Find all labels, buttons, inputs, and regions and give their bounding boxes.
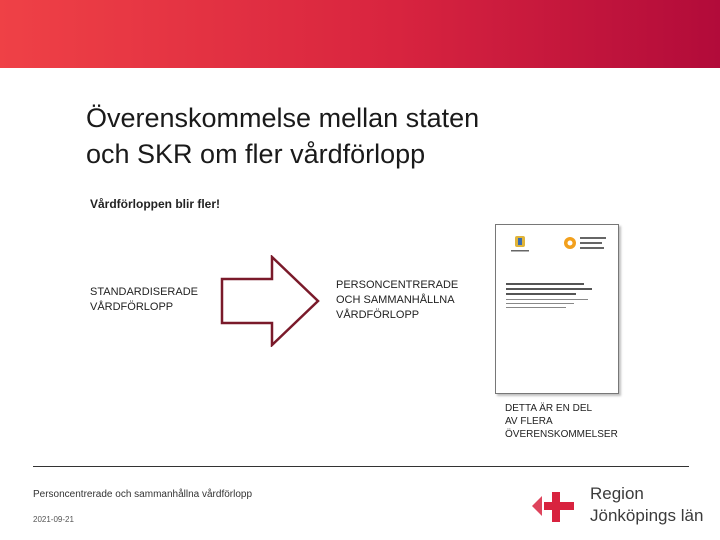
- from-label: [90, 285, 230, 315]
- brand-name-line-2: Jönköpings län: [590, 506, 704, 525]
- doc-text-line: [506, 288, 592, 290]
- doc-text-line: [506, 293, 576, 295]
- doc-text-line: [506, 299, 588, 300]
- slide-subtitle: Vårdförloppen blir fler!: [90, 197, 221, 211]
- government-crest-icon: [509, 234, 531, 259]
- title-line-2: och SKR om fler vårdförlopp: [86, 139, 426, 169]
- doc-caption-line-3: ÖVERENSKOMMELSER: [505, 429, 618, 440]
- doc-text-line: [506, 307, 566, 308]
- slide-title: [86, 100, 626, 172]
- doc-text-line: [506, 283, 584, 285]
- to-label-line-3: VÅRDFÖRLOPP: [336, 309, 420, 321]
- right-arrow-outline-icon: [220, 255, 322, 347]
- footer-divider: [33, 466, 689, 467]
- doc-caption-line-1: DETTA ÄR EN DEL: [505, 403, 593, 414]
- doc-caption-line-2: AV FLERA: [505, 416, 553, 427]
- skr-logo-icon: [562, 234, 612, 261]
- to-label-line-2: OCH SAMMANHÅLLNA: [336, 294, 455, 306]
- agreement-document-thumbnail: [495, 224, 619, 394]
- brand-logo: [530, 476, 720, 528]
- document-caption: [505, 402, 645, 441]
- header-band: [0, 0, 720, 68]
- title-line-1: Överenskommelse mellan staten: [86, 103, 480, 133]
- to-label-line-1: PERSONCENTRERADE: [336, 279, 459, 291]
- region-cross-logo-icon: [530, 482, 584, 524]
- brand-name-line-1: Region: [590, 484, 644, 503]
- footer-date: 2021-09-21: [33, 515, 74, 524]
- doc-text-line: [506, 303, 574, 304]
- from-label-line-1: STANDARDISERADE: [90, 286, 198, 298]
- footer-title: Personcentrerade och sammanhållna vårdförlopp: [33, 489, 253, 500]
- from-label-line-2: VÅRDFÖRLOPP: [90, 301, 174, 313]
- to-label: [336, 278, 486, 323]
